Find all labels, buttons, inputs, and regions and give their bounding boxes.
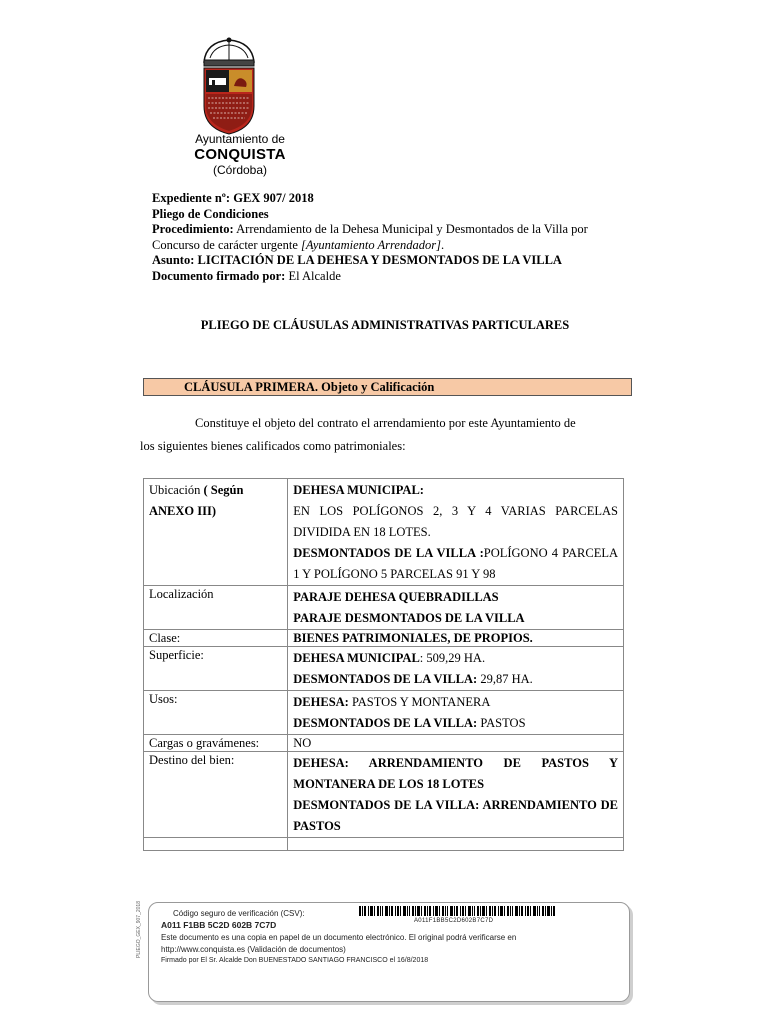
- destino-label-cell: Destino del bien:: [144, 752, 288, 838]
- verification-stamp: [148, 902, 630, 1002]
- localizacion-label-cell: Localización: [144, 586, 288, 630]
- verification-text: Este documento es una copia en papel de un documento electrónico. El original podrá verificarse en http://www.conquista.es (Validación de documentos): [161, 933, 517, 954]
- clause-heading-box: [143, 378, 632, 396]
- ubicacion-value-cell: DEHESA MUNICIPAL: EN LOS POLÍGONOS 2, 3 Y 4 VARIAS PARCELAS DIVIDIDA EN 18 LOTES. DESMONTADOS DE LA VILLA :POLÍGONO 4 PARCELA 1 Y POLÍGONO 5 PARCELAS 91 Y 98: [288, 479, 624, 586]
- ubicacion-label-cell: Ubicación ( Según ANEXO III): [144, 479, 288, 586]
- usos-value-cell: DEHESA: PASTOS Y MONTANERA DESMONTADOS DE LA VILLA: PASTOS: [288, 691, 624, 735]
- csv-code: A011 F1BB 5C2D 602B 7C7D: [161, 920, 277, 930]
- page-title: PLIEGO DE CLÁUSULAS ADMINISTRATIVAS PARTICULARES: [200, 318, 570, 332]
- empty-cell: [144, 838, 288, 851]
- org-line-3: (Córdoba): [212, 163, 268, 177]
- signature-line: Firmado por El Sr. Alcalde Don BUENESTADO SANTIAGO FRANCISCO el 16/8/2018: [161, 957, 429, 964]
- property-table: [143, 478, 624, 851]
- table-row: [144, 479, 624, 586]
- clase-label-cell: Clase:: [144, 630, 288, 647]
- table-row: [144, 647, 624, 691]
- org-line-1: Ayuntamiento de: [195, 132, 285, 146]
- superficie-label-cell: Superficie:: [144, 647, 288, 691]
- superficie-value-cell: DEHESA MUNICIPAL: 509,29 HA. DESMONTADOS DE LA VILLA: 29,87 HA.: [288, 647, 624, 691]
- destino-value-cell: DEHESA: ARRENDAMIENTO DE PASTOS Y MONTANERA DE LOS 18 LOTES DESMONTADOS DE LA VILLA: ARRENDAMIENTO DE PASTOS: [288, 752, 624, 838]
- table-row: [144, 691, 624, 735]
- expediente-line: Expediente nº: GEX 907/ 2018: [152, 191, 314, 205]
- clase-value-cell: BIENES PATRIMONIALES, DE PROPIOS.: [288, 630, 624, 647]
- cargas-value-cell: NO: [288, 735, 624, 752]
- barcode-text: A011F1BB5C2D602B7C7D: [414, 918, 494, 924]
- table-row: [144, 838, 624, 851]
- asunto-line: Asunto: LICITACIÓN DE LA DEHESA Y DESMONTADOS DE LA VILLA: [152, 253, 562, 267]
- table-row: [144, 630, 624, 647]
- procedimiento-line: Procedimiento: Arrendamiento de la Dehesa Municipal y Desmontados de la Villa por Concurso de carácter urgente [Ayuntamiento Arrendador].: [152, 222, 588, 252]
- clause-paragraph-2: los siguientes bienes calificados como patrimoniales:: [140, 439, 406, 453]
- pliego-line: Pliego de Condiciones: [152, 206, 269, 221]
- org-line-2: CONQUISTA: [194, 146, 286, 163]
- clause-title: CLÁUSULA PRIMERA. Objeto y Calificación: [184, 380, 435, 394]
- coat-of-arms-logo: [196, 36, 262, 136]
- organization-name: [170, 132, 310, 177]
- table-row: [144, 586, 624, 630]
- cargas-label-cell: Cargas o gravámenes:: [144, 735, 288, 752]
- document-metadata: [152, 191, 602, 284]
- side-reference-text: PLIEGO_GEX_907_2018: [136, 901, 142, 958]
- localizacion-value-cell: PARAJE DEHESA QUEBRADILLAS PARAJE DESMONTADOS DE LA VILLA: [288, 586, 624, 630]
- csv-label: Código seguro de verificación (CSV):: [173, 909, 305, 918]
- firmado-line: Documento firmado por: El Alcalde: [152, 268, 341, 283]
- usos-label-cell: Usos:: [144, 691, 288, 735]
- barcode-icon: [359, 906, 555, 916]
- clause-paragraph-1: Constituye el objeto del contrato el arrendamiento por este Ayuntamiento de: [195, 416, 576, 430]
- empty-cell: [288, 838, 624, 851]
- table-row: [144, 752, 624, 838]
- table-row: [144, 735, 624, 752]
